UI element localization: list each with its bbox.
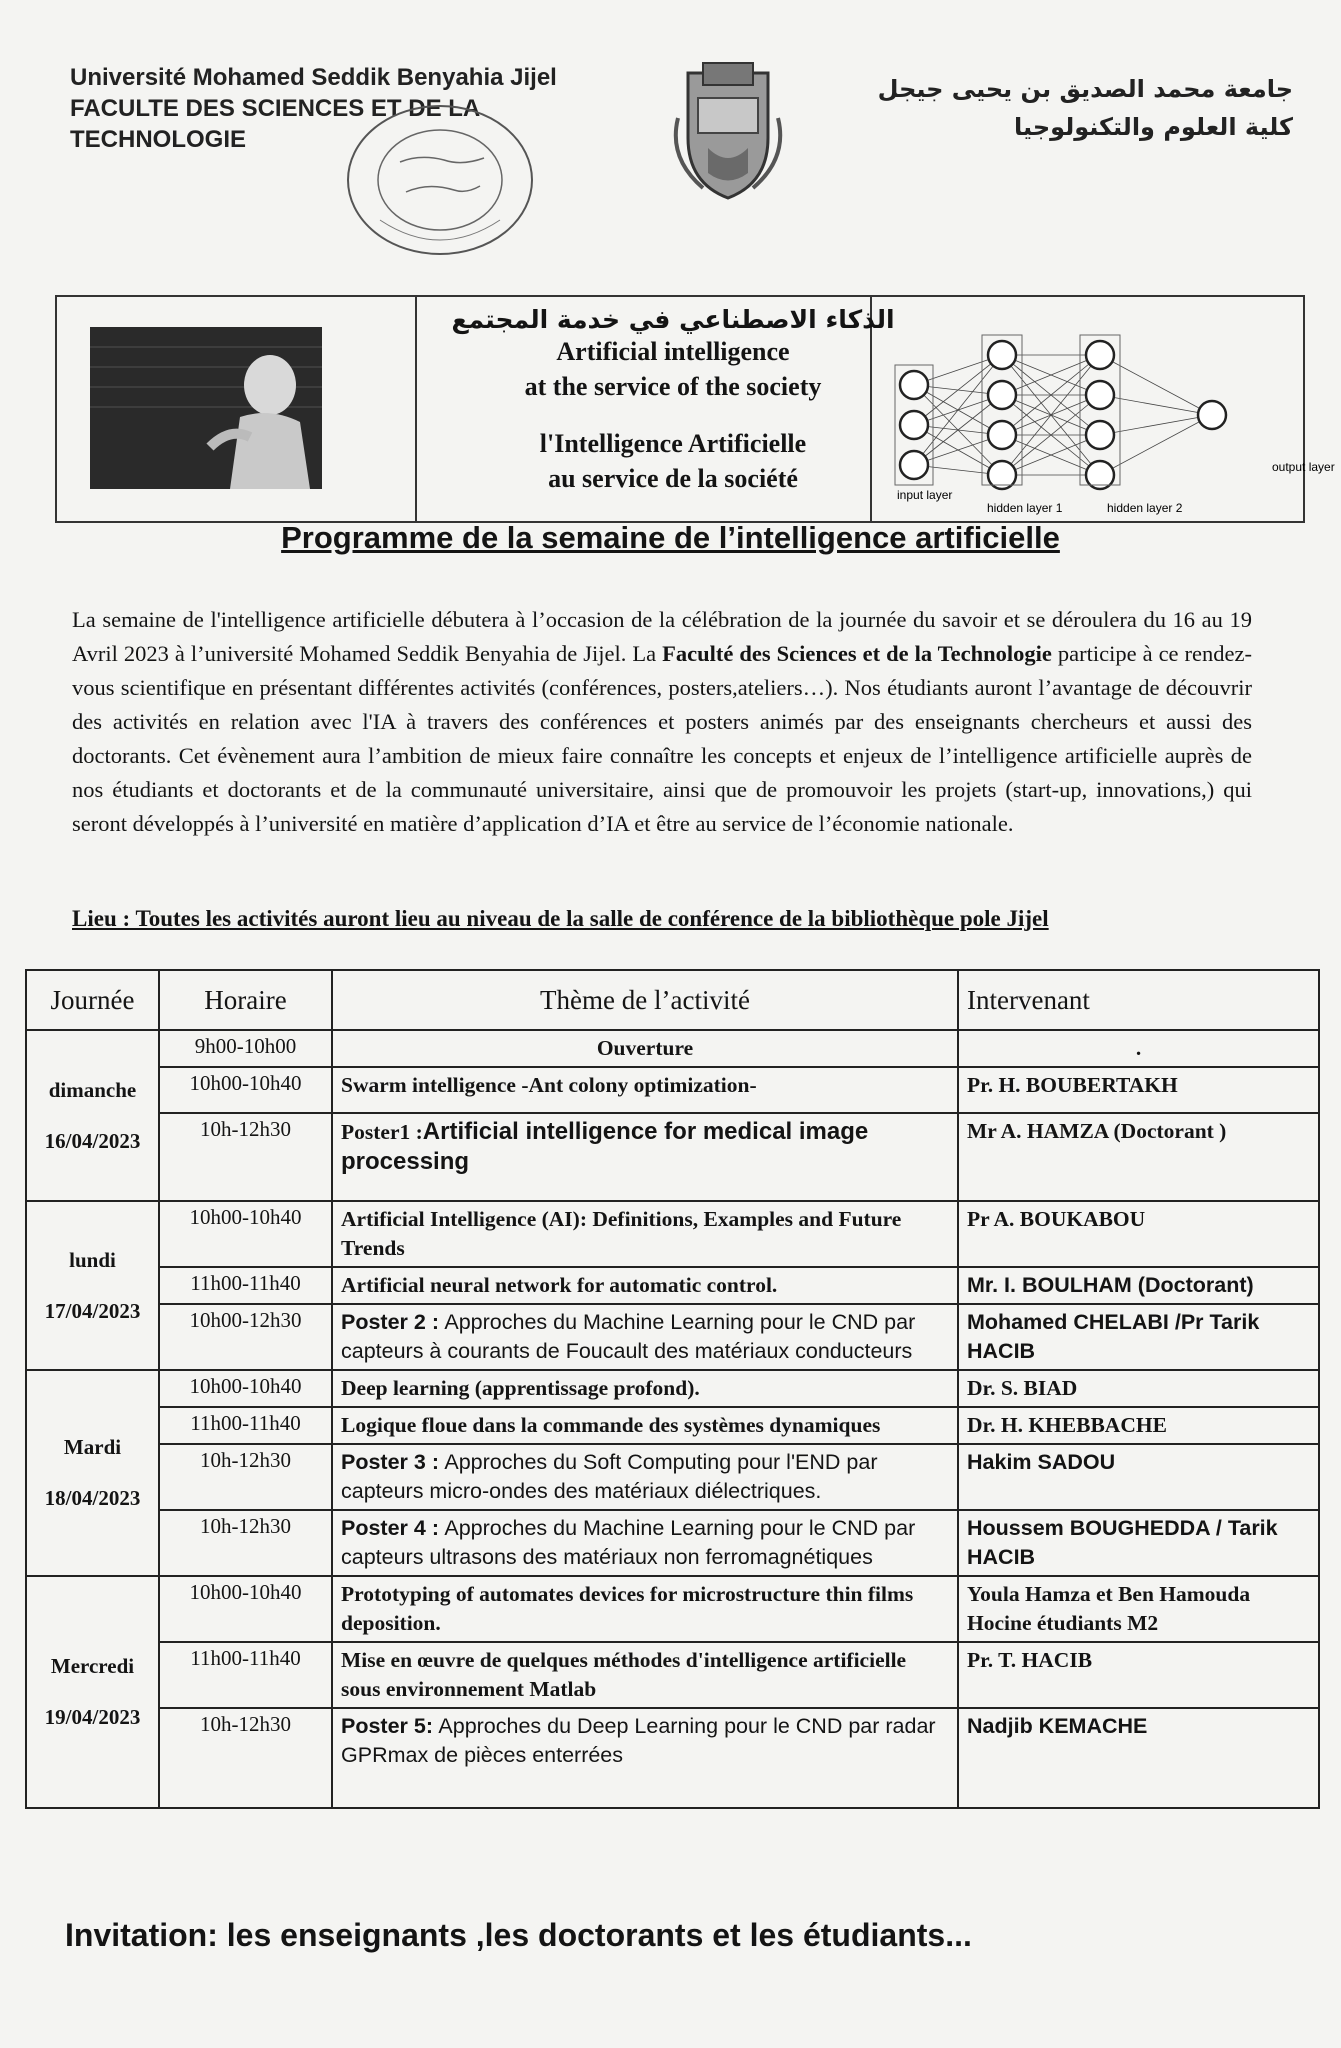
day-date: 16/04/2023 (44, 1128, 141, 1153)
university-emblem (668, 58, 788, 208)
time-cell: 10h00-10h40 (159, 1576, 332, 1642)
table-row (26, 1407, 1319, 1444)
speaker-cell: . (958, 1030, 1319, 1067)
nn-node (988, 421, 1016, 449)
time-cell: 10h-12h30 (159, 1444, 332, 1510)
time-cell: 9h00-10h00 (159, 1030, 332, 1067)
theme-cell (332, 1113, 958, 1201)
header-time: Horaire (159, 970, 332, 1030)
speaker-cell: Youla Hamza et Ben Hamouda Hocine étudiants M2 (958, 1576, 1319, 1642)
nn-node (900, 451, 928, 479)
time-cell: 10h00-10h40 (159, 1067, 332, 1113)
programme-table (25, 969, 1320, 1809)
speaker-cell: Dr. H. KHEBBACHE (958, 1407, 1319, 1444)
intro-text-1: La semaine de l'intelligence artificielle débutera à l’occasion de la célébration de la journée du savoir et se déroulera du 16 au 19 Avril 2023 à l’université Mohamed Seddik Benyahia de Jijel. La (72, 607, 1252, 666)
day-date: 17/04/2023 (44, 1298, 141, 1323)
day-name: Mardi (63, 1435, 122, 1459)
robot-image (90, 327, 322, 489)
table-row (26, 1642, 1319, 1708)
poster-label: Poster1 : (341, 1120, 423, 1144)
table-row (26, 1510, 1319, 1576)
poster-title: Approches du Machine Learning pour le CND par capteurs à courants de Foucault des matériaux conducteurs (341, 1310, 916, 1363)
speaker-cell: Mr. I. BOULHAM (Doctorant) (958, 1267, 1319, 1304)
theme-cell: Mise en œuvre de quelques méthodes d'intelligence artificielle sous environnement Matlab (332, 1642, 958, 1708)
day-name: Mercredi (50, 1654, 135, 1678)
day-cell (26, 1576, 159, 1808)
poster-label: Poster 4 : (341, 1516, 439, 1540)
university-name-ar: جامعة محمد الصديق بن يحيى جيجل (877, 75, 1293, 103)
table-row (26, 1708, 1319, 1808)
banner-title-en-line2: at the service of the society (524, 372, 822, 401)
faculty-name-ar: كلية العلوم والتكنولوجيا (1014, 113, 1293, 141)
poster-title: Approches du Deep Learning pour le CND par radar GPRmax de pièces enterrées (341, 1714, 936, 1767)
time-cell: 11h00-11h40 (159, 1267, 332, 1304)
nn-node (988, 381, 1016, 409)
table-row (26, 1267, 1319, 1304)
banner-title-ar: الذكاء الاصطناعي في خدمة المجتمع (451, 305, 895, 334)
day-cell (26, 1201, 159, 1370)
faculty-name-fr-line1: FACULTE DES SCIENCES ET DE LA (70, 95, 481, 122)
nn-hidden2-label: hidden layer 2 (1107, 501, 1183, 515)
table-row (26, 1304, 1319, 1370)
table-header-row (26, 970, 1319, 1030)
poster-label: Poster 3 : (341, 1450, 439, 1474)
table-row (26, 1113, 1319, 1201)
poster-title: Approches du Machine Learning pour le CND par capteurs ultrasons des matériaux non ferromagnétiques (341, 1516, 916, 1569)
nn-node (988, 341, 1016, 369)
programme-title: Programme de la semaine de l’intelligence artificielle (281, 520, 1060, 555)
time-cell: 10h-12h30 (159, 1510, 332, 1576)
header-theme: Thème de l’activité (332, 970, 958, 1030)
nn-output-label: output layer (1272, 460, 1335, 474)
theme-cell: Artificial Intelligence (AI): Definitions, Examples and Future Trends (332, 1201, 958, 1267)
speaker-cell: Dr. S. BIAD (958, 1370, 1319, 1407)
intro-faculty-name: Faculté des Sciences et de la Technologie (662, 641, 1052, 666)
faculty-stamp (340, 100, 540, 260)
neural-network-diagram (882, 327, 1341, 517)
day-name: lundi (69, 1247, 116, 1272)
nn-connection (1100, 415, 1212, 435)
time-cell: 10h00-12h30 (159, 1304, 332, 1370)
speaker-cell: Mohamed CHELABI /Pr Tarik HACIB (958, 1304, 1319, 1370)
speaker-cell: Nadjib KEMACHE (958, 1708, 1319, 1808)
speaker-cell: Hakim SADOU (958, 1444, 1319, 1510)
theme-cell: Ouverture (332, 1030, 958, 1067)
speaker-cell: Pr. T. HACIB (958, 1642, 1319, 1708)
theme-cell: Artificial neural network for automatic control. (332, 1267, 958, 1304)
time-cell: 11h00-11h40 (159, 1407, 332, 1444)
theme-banner (55, 295, 1335, 523)
day-date: 18/04/2023 (44, 1486, 141, 1510)
nn-connection (1100, 395, 1212, 415)
poster-label: Poster 5: (341, 1714, 434, 1738)
venue-note: Lieu : Toutes les activités auront lieu au niveau de la salle de conférence de la bibliothèque pole Jijel (72, 906, 1049, 931)
theme-cell (332, 1708, 958, 1808)
table-row (26, 1370, 1319, 1407)
theme-cell (332, 1510, 958, 1576)
theme-cell (332, 1304, 958, 1370)
nn-input-label: input layer (897, 488, 953, 502)
nn-connection (1100, 415, 1212, 475)
header-day: Journée (26, 970, 159, 1030)
poster-title: Artificial intelligence for medical image processing (341, 1118, 869, 1175)
intro-paragraph (72, 603, 1252, 841)
banner-title-fr-line2: au service de la société (548, 464, 798, 493)
nn-node (900, 411, 928, 439)
nn-node (1198, 401, 1226, 429)
theme-cell: Prototyping of automates devices for microstructure thin films deposition. (332, 1576, 958, 1642)
poster-label: Poster 2 : (341, 1310, 439, 1334)
nn-node (1086, 341, 1114, 369)
time-cell: 11h00-11h40 (159, 1642, 332, 1708)
theme-cell (332, 1444, 958, 1510)
day-cell (26, 1370, 159, 1576)
faculty-header-ar (878, 70, 1293, 146)
nn-node (1086, 421, 1114, 449)
speaker-cell: Mr A. HAMZA (Doctorant ) (958, 1113, 1319, 1201)
theme-cell: Deep learning (apprentissage profond). (332, 1370, 958, 1407)
university-name-fr: Université Mohamed Seddik Benyahia Jijel (70, 64, 557, 91)
nn-node (1086, 381, 1114, 409)
faculty-name-fr-line2: TECHNOLOGIE (70, 126, 247, 153)
nn-connection (1100, 355, 1212, 415)
time-cell: 10h-12h30 (159, 1113, 332, 1201)
table-row (26, 1444, 1319, 1510)
day-cell (26, 1030, 159, 1201)
banner-titles (417, 297, 929, 496)
theme-cell: Swarm intelligence -Ant colony optimization- (332, 1067, 958, 1113)
time-cell: 10h-12h30 (159, 1708, 332, 1808)
table-row (26, 1576, 1319, 1642)
theme-cell: Logique floue dans la commande des systèmes dynamiques (332, 1407, 958, 1444)
time-cell: 10h00-10h40 (159, 1370, 332, 1407)
speaker-cell: Houssem BOUGHEDDA / Tarik HACIB (958, 1510, 1319, 1576)
invitation-note: Invitation: les enseignants ,les doctorants et les étudiants... (65, 1917, 972, 1953)
poster-title: Approches du Soft Computing pour l'END par capteurs micro-ondes des matériaux diélectriques. (341, 1450, 878, 1503)
speaker-cell: Pr. H. BOUBERTAKH (958, 1067, 1319, 1113)
nn-node (900, 371, 928, 399)
banner-title-en-line1: Artificial intelligence (556, 337, 790, 366)
day-date: 19/04/2023 (44, 1705, 141, 1729)
banner-title-fr-line1: l'Intelligence Artificielle (539, 429, 807, 458)
day-name: dimanche (48, 1077, 137, 1102)
table-row (26, 1067, 1319, 1113)
time-cell: 10h00-10h40 (159, 1201, 332, 1267)
nn-connection (914, 355, 1002, 465)
intro-text-2: participe à ce rendez-vous scientifique en présentant différentes activités (conférences, posters,ateliers…). Nos étudiants auront l’avantage de découvrir des activités en relation avec l'IA à travers des conférences et posters animés par des enseignants chercheurs et aussi des doctorants. Cet évènement aura l’ambition de mieux faire connaître les concepts et enjeux de l’intelligence artificielle auprès de nos étudiants et doctorants et de la communauté universitaire, ainsi que de promouvoir les projets (start-up, innovations,) qui seront développés à l’université en matière d’application d’IA et être au service de l’économie nationale. (72, 641, 1252, 836)
nn-hidden1-label: hidden layer 1 (987, 501, 1063, 515)
speaker-cell: Pr A. BOUKABOU (958, 1201, 1319, 1267)
header-speaker: Intervenant (958, 970, 1319, 1030)
table-row (26, 1201, 1319, 1267)
table-row (26, 1030, 1319, 1067)
